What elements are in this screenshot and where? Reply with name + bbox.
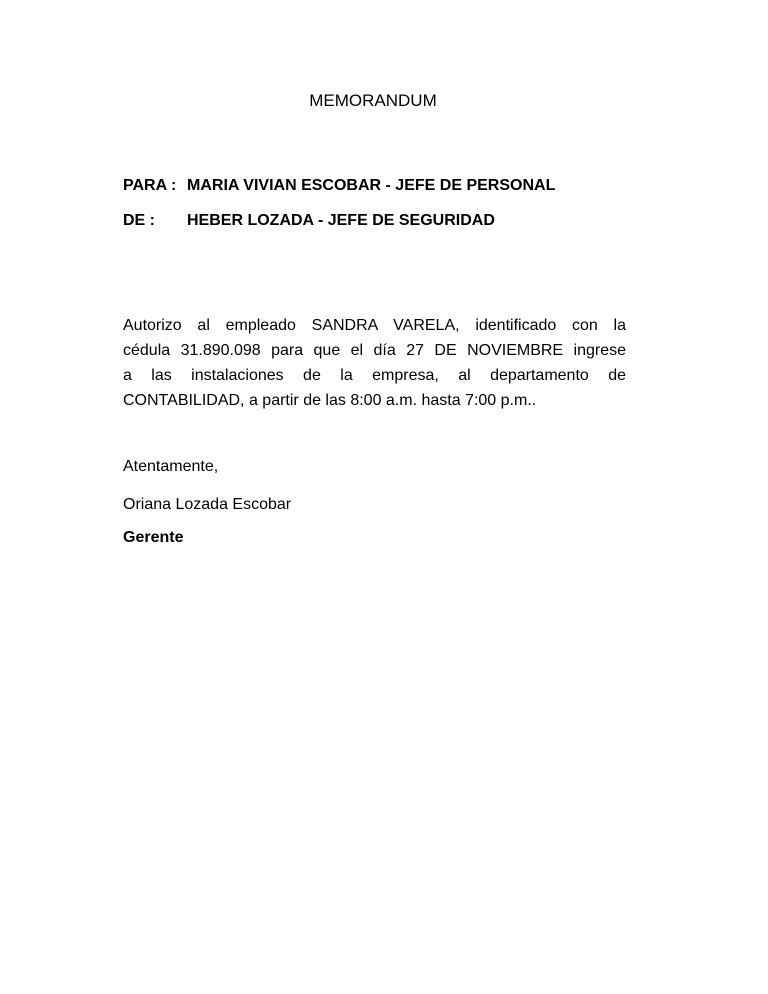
to-label: PARA :	[123, 177, 177, 194]
body-line: cédula 31.890.098 para que el día 27 DE NOVIEMBRE ingrese	[123, 342, 626, 359]
body-line: CONTABILIDAD, a partir de las 8:00 a.m. hasta 7:00 p.m..	[123, 392, 537, 409]
signer-title: Gerente	[123, 529, 184, 546]
body-line: a las instalaciones de la empresa, al departamento de	[123, 367, 626, 384]
body-line: Autorizo al empleado SANDRA VARELA, identificado con la	[123, 317, 626, 334]
signer-name: Oriana Lozada Escobar	[123, 496, 292, 513]
from-label: DE :	[123, 212, 155, 229]
closing: Atentamente,	[123, 458, 219, 475]
to-value: MARIA VIVIAN ESCOBAR - JEFE DE PERSONAL	[187, 177, 556, 194]
memo-title: MEMORANDUM	[309, 91, 437, 110]
from-value: HEBER LOZADA - JEFE DE SEGURIDAD	[187, 212, 495, 229]
